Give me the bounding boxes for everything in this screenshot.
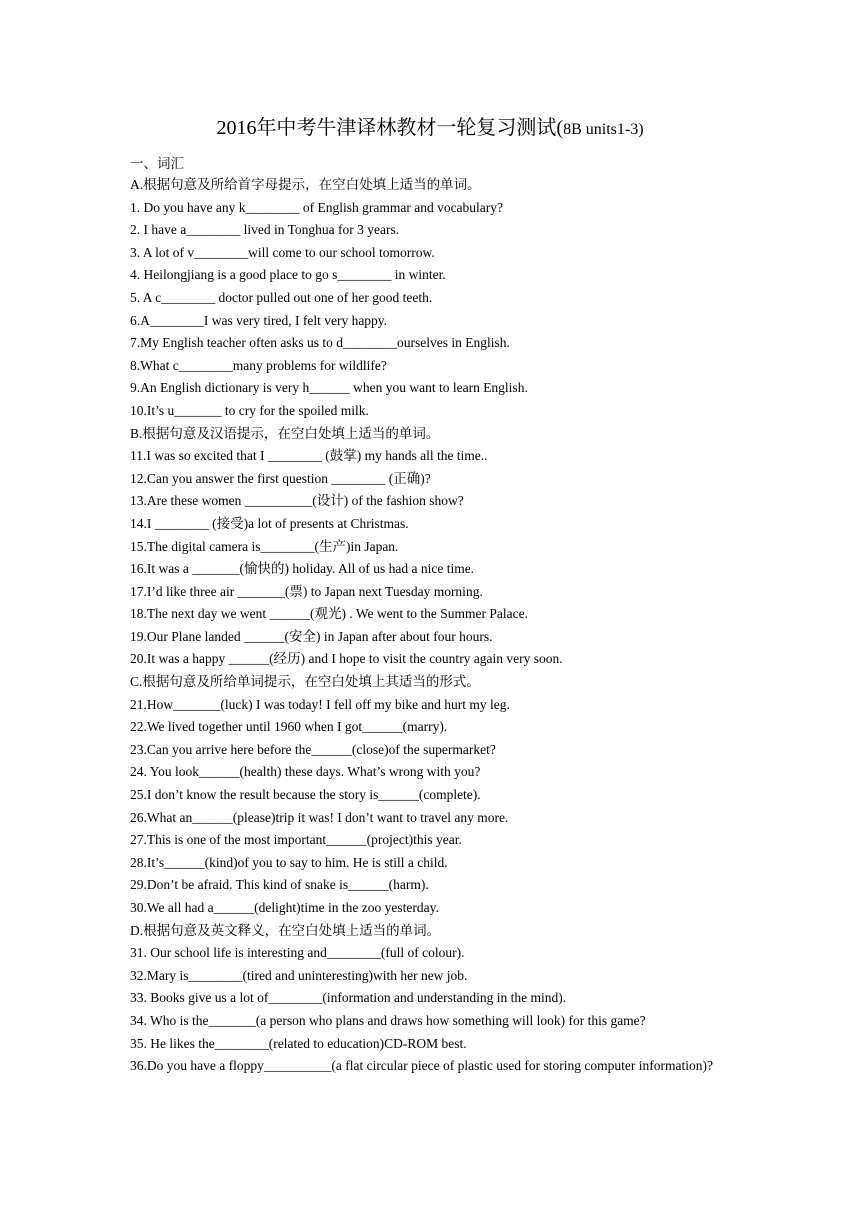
question-item: 27.This is one of the most important______(project)this year. bbox=[130, 832, 462, 848]
question-item: 26.What an______(please)trip it was! I don’t want to travel any more. bbox=[130, 809, 509, 825]
document-title bbox=[130, 115, 730, 143]
question-item: 2. I have a________ lived in Tonghua for 3 years. bbox=[130, 222, 400, 238]
question-item: 9.An English dictionary is very h______ when you want to learn English. bbox=[130, 380, 528, 396]
question-item: 30.We all had a______(delight)time in the zoo yesterday. bbox=[130, 900, 439, 915]
question-item: 28.It’s______(kind)of you to say to him. He is still a child. bbox=[130, 854, 448, 870]
question-item: 16.It was a _______(愉快的) holiday. All of us had a nice time. bbox=[130, 561, 475, 577]
title-sub: 8B units1-3) bbox=[563, 121, 644, 138]
question-item: 12.Can you answer the first question ________ (正确)? bbox=[130, 470, 431, 486]
question-item: 32.Mary is________(tired and uninteresting)with her new job. bbox=[130, 967, 468, 983]
question-item: 34. Who is the_______(a person who plans and draws how something will look) for this game? bbox=[130, 1012, 646, 1028]
question-item: 1. Do you have any k________ of English grammar and vocabulary? bbox=[130, 199, 504, 215]
exercise-parts bbox=[130, 174, 730, 1078]
question-item: 22.We lived together until 1960 when I got______(marry). bbox=[130, 719, 448, 735]
question-item: 8.What c________many problems for wildlife? bbox=[130, 357, 387, 373]
question-item: 17.I’d like three air _______(票) to Japan next Tuesday morning. bbox=[130, 583, 483, 599]
question-item: 13.Are these women __________(设计) of the fashion show? bbox=[130, 493, 464, 509]
question-item: 35. He likes the________(related to education)CD-ROM best. bbox=[130, 1035, 467, 1051]
question-item: 3. A lot of v________will come to our school tomorrow. bbox=[130, 244, 435, 260]
part-instruction: B.根据句意及汉语提示，在空白处填上适当的单词。 bbox=[130, 425, 440, 441]
question-item: 7.My English teacher often asks us to d________ourselves in English. bbox=[130, 335, 510, 351]
question-item: 29.Don’t be afraid. This kind of snake is______(harm). bbox=[130, 877, 429, 893]
part-instruction: A.根据句意及所给首字母提示，在空白处填上适当的单词。 bbox=[130, 177, 481, 192]
question-item: 21.How_______(luck) I was today! I fell off my bike and hurt my leg. bbox=[130, 696, 510, 712]
question-item: 15.The digital camera is________(生产)in Japan. bbox=[130, 538, 399, 554]
exercise-part bbox=[130, 423, 730, 672]
question-item: 31. Our school life is interesting and________(full of colour). bbox=[130, 945, 465, 961]
question-item: 18.The next day we went ______(观光) . We went to the Summer Palace. bbox=[130, 606, 528, 622]
part-instruction: C.根据句意及所给单词提示，在空白处填上其适当的形式。 bbox=[130, 674, 480, 690]
question-item: 23.Can you arrive here before the______(close)of the supermarket? bbox=[130, 741, 496, 757]
title-main: 2016年中考牛津译林教材一轮复习测试( bbox=[216, 117, 564, 139]
question-item: 5. A c________ doctor pulled out one of her good teeth. bbox=[130, 289, 433, 305]
question-item: 25.I don’t know the result because the story is______(complete). bbox=[130, 787, 481, 803]
question-item: 11.I was so excited that I ________ (鼓掌) my hands all the time.. bbox=[130, 448, 488, 464]
question-item: 24. You look______(health) these days. What’s wrong with you? bbox=[130, 764, 481, 780]
question-item: 33. Books give us a lot of________(information and understanding in the mind). bbox=[130, 990, 567, 1006]
exercise-part bbox=[130, 920, 730, 1078]
question-item: 20.It was a happy ______(经历) and I hope to visit the country again very soon. bbox=[130, 651, 563, 667]
exercise-part bbox=[130, 671, 730, 920]
question-item: 19.Our Plane landed ______(安全) in Japan after about four hours. bbox=[130, 628, 493, 644]
question-item: 6.A________I was very tired, I felt very happy. bbox=[130, 312, 388, 328]
question-item: 4. Heilongjiang is a good place to go s________ in winter. bbox=[130, 267, 446, 283]
question-item: 10.It’s u_______ to cry for the spoiled milk. bbox=[130, 402, 369, 418]
part-instruction: D.根据句意及英文释义，在空白处填上适当的单词。 bbox=[130, 922, 441, 938]
document-page bbox=[130, 115, 730, 1078]
question-item: 14.I ________ (接受)a lot of presents at Christmas. bbox=[130, 515, 409, 531]
exercise-part bbox=[130, 174, 730, 423]
section-heading: 一、词汇 bbox=[130, 156, 184, 171]
question-item: 36.Do you have a floppy__________(a flat circular piece of plastic used for storing computer information)? bbox=[130, 1058, 713, 1074]
